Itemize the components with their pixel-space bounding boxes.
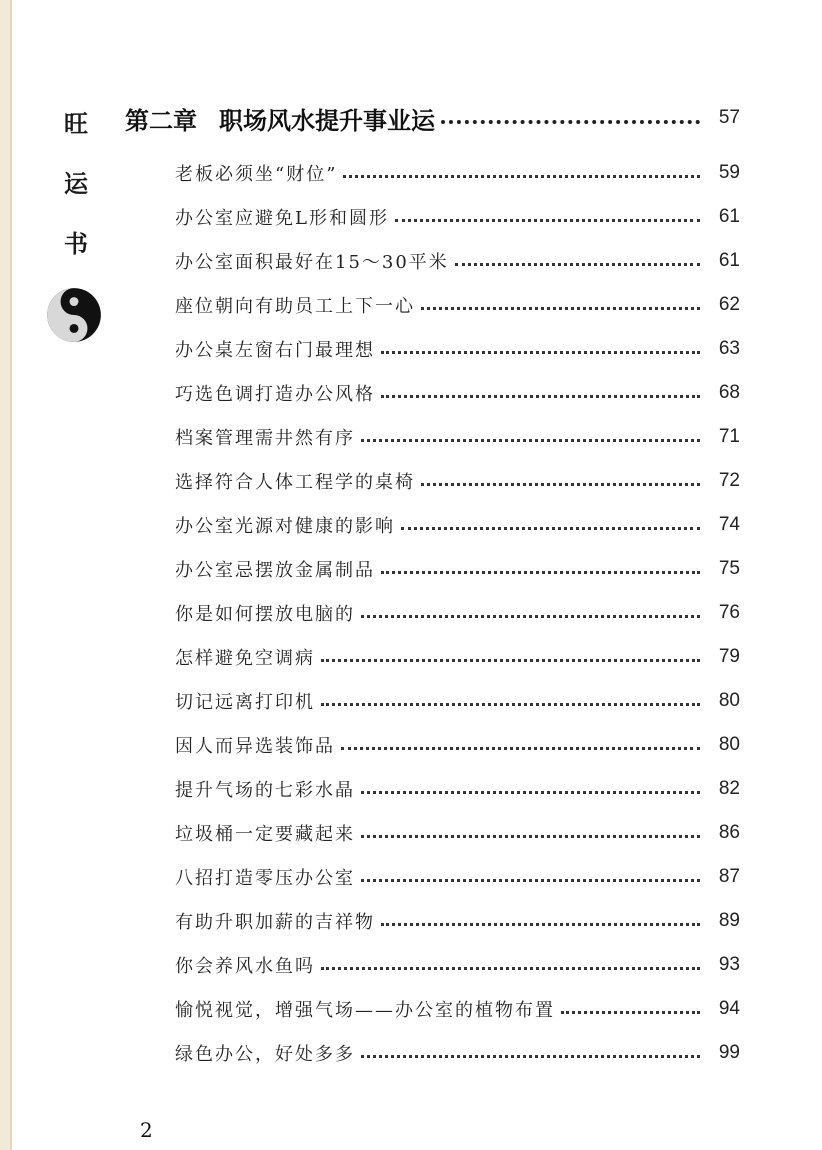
dot-leader bbox=[341, 747, 700, 750]
toc-entry-page: 89 bbox=[718, 910, 740, 931]
toc-entry[interactable] bbox=[175, 723, 740, 767]
toc-entry[interactable] bbox=[175, 767, 740, 811]
yin-yang-icon bbox=[46, 287, 102, 343]
dot-leader bbox=[381, 395, 700, 398]
toc-entry-title: 愉悦视觉，增强气场——办公室的植物布置 bbox=[175, 1000, 555, 1021]
toc-entry-page: 68 bbox=[718, 382, 740, 403]
toc-entry-title: 切记远离打印机 bbox=[175, 692, 315, 713]
dot-leader bbox=[321, 967, 700, 970]
toc-entry[interactable] bbox=[175, 679, 740, 723]
dot-leader bbox=[381, 571, 700, 574]
toc-entry[interactable] bbox=[175, 635, 740, 679]
dot-leader bbox=[421, 307, 700, 310]
dot-leader bbox=[343, 175, 700, 178]
toc-entry-title: 选择符合人体工程学的桌椅 bbox=[175, 472, 415, 493]
toc-entry-title: 有助升职加薪的吉祥物 bbox=[175, 912, 375, 933]
dot-leader bbox=[455, 263, 700, 266]
toc-entry[interactable] bbox=[175, 195, 740, 239]
toc-entry-title: 垃圾桶一定要藏起来 bbox=[175, 824, 355, 845]
toc-entry-page: 63 bbox=[718, 338, 740, 359]
dot-leader bbox=[401, 527, 700, 530]
dot-leader bbox=[361, 439, 700, 442]
dot-leader bbox=[561, 1011, 700, 1014]
toc-entry[interactable] bbox=[175, 987, 740, 1031]
toc-entry[interactable] bbox=[175, 591, 740, 635]
toc-entry[interactable] bbox=[175, 899, 740, 943]
chapter-number: 第二章 bbox=[125, 106, 197, 135]
dot-leader bbox=[321, 703, 700, 706]
toc-entry-page: 76 bbox=[718, 602, 740, 623]
toc-entry[interactable] bbox=[175, 943, 740, 987]
toc-entry-page: 82 bbox=[718, 778, 740, 799]
toc-entry-title: 提升气场的七彩水晶 bbox=[175, 780, 355, 801]
toc-entry-title: 办公室面积最好在15～30平米 bbox=[175, 252, 449, 273]
dot-leader bbox=[361, 835, 700, 838]
toc-entry-page: 75 bbox=[718, 558, 740, 579]
dot-leader bbox=[361, 1055, 700, 1058]
toc-entry[interactable] bbox=[175, 1031, 740, 1075]
toc-entry-page: 61 bbox=[718, 250, 740, 271]
toc-entry-page: 61 bbox=[718, 206, 740, 227]
toc-entry-page: 80 bbox=[718, 690, 740, 711]
toc-entry[interactable] bbox=[175, 459, 740, 503]
book-page bbox=[10, 0, 822, 1150]
toc-entry-title: 绿色办公，好处多多 bbox=[175, 1044, 355, 1065]
toc-entry[interactable] bbox=[175, 239, 740, 283]
toc-entry-page: 62 bbox=[718, 294, 740, 315]
dot-leader bbox=[321, 659, 700, 662]
toc-entry[interactable] bbox=[175, 811, 740, 855]
toc-entry[interactable] bbox=[175, 327, 740, 371]
toc-entry-title: 八招打造零压办公室 bbox=[175, 868, 355, 889]
toc-entry[interactable] bbox=[175, 151, 740, 195]
toc-entry[interactable] bbox=[175, 415, 740, 459]
toc-entry-page: 74 bbox=[718, 514, 740, 535]
side-title-char: 旺 bbox=[64, 109, 88, 138]
toc-entry-page: 87 bbox=[718, 866, 740, 887]
dot-leader bbox=[381, 351, 700, 354]
dot-leader bbox=[361, 615, 700, 618]
toc-entry-title: 你是如何摆放电脑的 bbox=[175, 604, 355, 625]
dot-leader bbox=[361, 879, 700, 882]
toc-entry[interactable] bbox=[175, 371, 740, 415]
side-title-char: 运 bbox=[64, 169, 88, 198]
toc-entry-title: 你会养风水鱼吗 bbox=[175, 956, 315, 977]
dot-leader bbox=[381, 923, 700, 926]
toc-entry-page: 93 bbox=[718, 954, 740, 975]
chapter-page: 57 bbox=[718, 107, 740, 128]
chapter-heading[interactable] bbox=[125, 100, 740, 136]
toc-entry-page: 71 bbox=[718, 426, 740, 447]
page-number: 2 bbox=[140, 1118, 153, 1142]
toc-entry-title: 办公桌左窗右门最理想 bbox=[175, 340, 375, 361]
toc-entry-title: 老板必须坐“财位” bbox=[175, 164, 338, 185]
toc-entry[interactable] bbox=[175, 503, 740, 547]
toc-entry[interactable] bbox=[175, 547, 740, 591]
chapter-title: 职场风水提升事业运 bbox=[219, 106, 435, 135]
toc-entry-page: 94 bbox=[718, 998, 740, 1019]
toc-entry-title: 座位朝向有助员工上下一心 bbox=[175, 296, 415, 317]
toc-entry-page: 72 bbox=[718, 470, 740, 491]
toc-entry-title: 档案管理需井然有序 bbox=[175, 428, 355, 449]
dot-leader bbox=[421, 483, 700, 486]
toc-entry-title: 因人而异选装饰品 bbox=[175, 736, 335, 757]
toc-entry-title: 怎样避免空调病 bbox=[175, 648, 315, 669]
toc-entries bbox=[175, 151, 740, 1075]
side-title-char: 书 bbox=[64, 229, 88, 258]
dot-leader bbox=[395, 219, 700, 222]
toc-entry-title: 办公室应避免L形和圆形 bbox=[175, 208, 389, 229]
dot-leader bbox=[441, 120, 700, 124]
toc-entry-title: 巧选色调打造办公风格 bbox=[175, 384, 375, 405]
toc-entry[interactable] bbox=[175, 855, 740, 899]
toc-entry[interactable] bbox=[175, 283, 740, 327]
toc-entry-title: 办公室光源对健康的影响 bbox=[175, 516, 395, 537]
toc-entry-page: 99 bbox=[718, 1042, 740, 1063]
dot-leader bbox=[361, 791, 700, 794]
toc-entry-title: 办公室忌摆放金属制品 bbox=[175, 560, 375, 581]
toc-entry-page: 59 bbox=[718, 162, 740, 183]
toc-entry-page: 80 bbox=[718, 734, 740, 755]
toc-entry-page: 86 bbox=[718, 822, 740, 843]
toc-entry-page: 79 bbox=[718, 646, 740, 667]
